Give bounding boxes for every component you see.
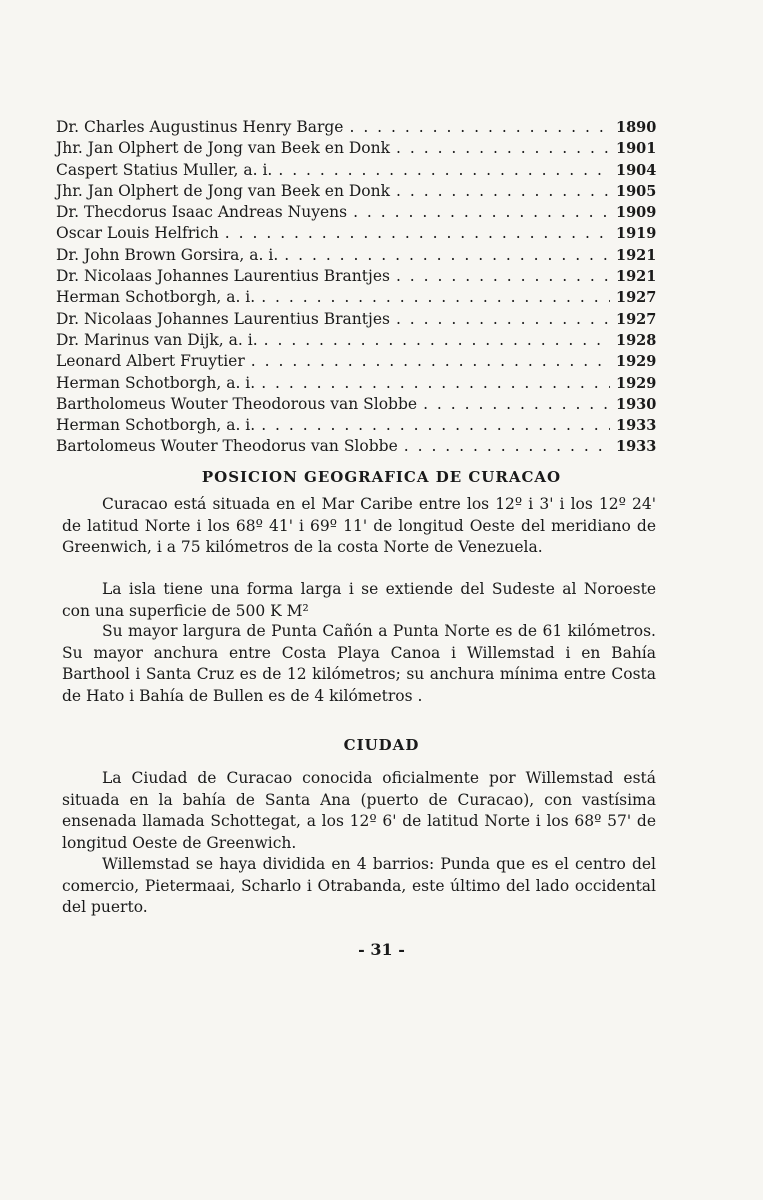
leader-dots xyxy=(349,118,610,136)
list-item-year: 1927 xyxy=(616,289,657,307)
leader-dots xyxy=(396,267,610,285)
list-item-name: Dr. Nicolaas Johannes Laurentius Brantjes xyxy=(56,309,390,328)
leader-dots xyxy=(251,352,610,370)
list-item-name: Herman Schotborgh, a. i. xyxy=(56,288,256,307)
list-item-year: 1904 xyxy=(616,161,657,179)
paragraph: Willemstad se haya dividida en 4 barrios: Punda que es el centro del comercio, Pietermaai, Scharlo i Otrabanda, este último del lado occidental del puerto. xyxy=(62,855,656,916)
leader-dots xyxy=(396,310,610,328)
list-item-name: Herman Schotborgh, a. i. xyxy=(56,373,256,392)
list-item-year: 1928 xyxy=(616,331,657,349)
leader-dots xyxy=(261,374,610,392)
leader-dots xyxy=(278,161,610,179)
leader-dots xyxy=(284,246,610,264)
leader-dots xyxy=(396,182,610,200)
list-item-year: 1919 xyxy=(616,225,657,243)
list-item-name: Dr. Thecdorus Isaac Andreas Nuyens xyxy=(56,203,348,222)
list-item-year: 1901 xyxy=(616,140,657,158)
list-item-name: Dr. John Brown Gorsira, a. i. xyxy=(56,245,279,264)
list-item xyxy=(56,374,656,395)
list-item-name: Dr. Charles Augustinus Henry Barge xyxy=(56,118,344,136)
list-item-year: 1890 xyxy=(616,119,657,136)
list-item xyxy=(56,203,656,224)
list-item xyxy=(56,331,656,352)
list-item xyxy=(56,310,656,331)
leader-dots xyxy=(396,139,610,157)
list-item xyxy=(56,288,656,309)
page-number: - 31 - xyxy=(358,940,405,959)
list-item xyxy=(56,224,656,245)
list-item-year: 1930 xyxy=(616,395,657,413)
list-item-name: Dr. Nicolaas Johannes Laurentius Brantjes xyxy=(56,267,390,286)
list-item-name: Herman Schotborgh, a. i. xyxy=(56,416,256,435)
list-item xyxy=(56,118,656,139)
list-item-year: 1921 xyxy=(616,268,657,286)
list-item-name: Leonard Albert Fruytier xyxy=(56,352,245,371)
list-item xyxy=(56,139,656,160)
list-item xyxy=(56,437,656,458)
list-item-year: 1933 xyxy=(616,417,657,435)
list-item-name: Jhr. Jan Olphert de Jong van Beek en Donk xyxy=(56,181,391,200)
list-item-year: 1909 xyxy=(616,204,657,222)
list-item xyxy=(56,395,656,416)
governors-list xyxy=(56,118,656,459)
list-item-name: Bartholomeus Wouter Theodorous van Slobbe xyxy=(56,394,418,413)
list-item-name: Dr. Marinus van Dijk, a. i. xyxy=(56,330,258,349)
paragraph: Curacao está situada en el Mar Caribe entre los 12º i 3' i los 12º 24' de latitud Norte i los 68º 41' i 69º 11' de longitud Oeste del meridiano de Greenwich, i a 75 kilómetros de la costa Norte de Venezuela. xyxy=(62,495,656,556)
paragraph: Su mayor largura de Punta Cañón a Punta Norte es de 61 kilómetros. Su mayor anchura entre Costa Playa Canoa i Willemstad i en Bahía Barthool i Santa Cruz es de 12 kilómetros; su anchura mínima entre Costa de Hato i Bahía de Bullen es de 4 kilómetros . xyxy=(62,622,656,705)
list-item-name: Bartolomeus Wouter Theodorus van Slobbe xyxy=(56,437,398,456)
section-heading-posicion: POSICION GEOGRAFICA DE CURACAO xyxy=(201,468,562,486)
list-item xyxy=(56,246,656,267)
section-heading-ciudad: CIUDAD xyxy=(343,736,420,754)
list-item-name: Caspert Statius Muller, a. i. xyxy=(56,160,273,179)
list-item-year: 1929 xyxy=(616,353,657,371)
list-item xyxy=(56,182,656,203)
list-item-year: 1921 xyxy=(616,246,657,264)
list-item-year: 1933 xyxy=(616,438,657,456)
paragraph: La Ciudad de Curacao conocida oficialmente por Willemstad está situada en la bahía de Santa Ana (puerto de Curacao), con vastísima ensenada llamada Schottegat, a los 12º 6' de latitud Norte i los 68º 57' de longitud Oeste de Greenwich. xyxy=(62,769,656,852)
list-item xyxy=(56,267,656,288)
leader-dots xyxy=(423,395,610,413)
leader-dots xyxy=(261,288,610,306)
paragraph: La isla tiene una forma larga i se extiende del Sudeste al Noroeste con una superficie de 500 K M² xyxy=(62,580,656,620)
list-item-year: 1927 xyxy=(616,310,657,328)
list-item-name: Oscar Louis Helfrich xyxy=(56,224,219,243)
list-item-year: 1905 xyxy=(616,182,657,200)
leader-dots xyxy=(404,437,610,455)
leader-dots xyxy=(225,224,610,242)
list-item xyxy=(56,416,656,437)
leader-dots xyxy=(264,331,610,349)
list-item xyxy=(56,161,656,182)
leader-dots xyxy=(353,203,610,221)
list-item-name: Jhr. Jan Olphert de Jong van Beek en Donk xyxy=(56,139,391,158)
list-item-year: 1929 xyxy=(616,374,657,392)
leader-dots xyxy=(261,416,610,434)
list-item xyxy=(56,352,656,373)
